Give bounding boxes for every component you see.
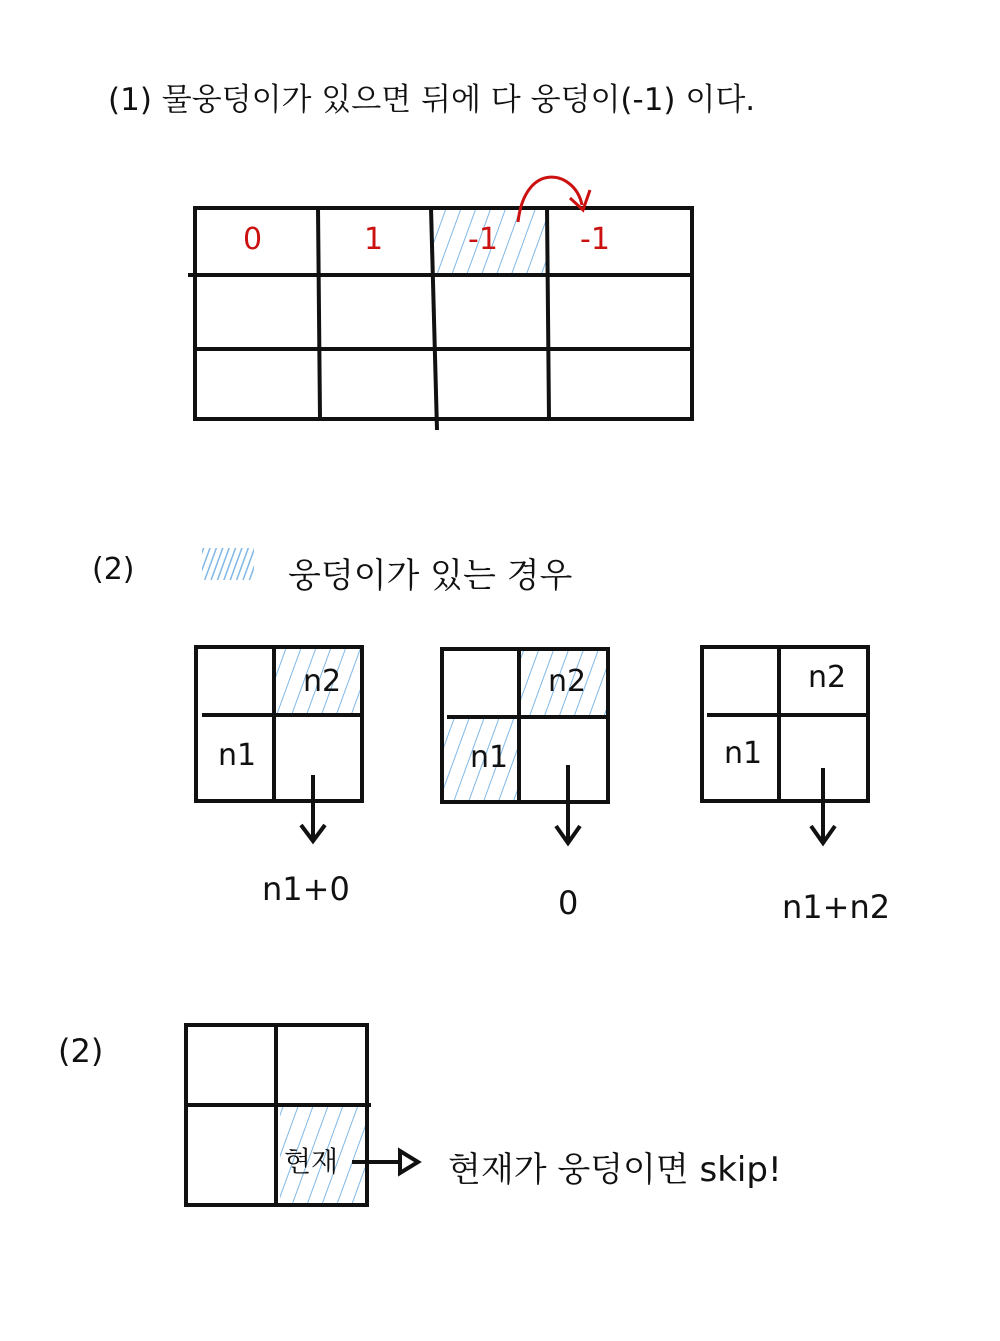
puddle-legend-swatch [202, 548, 254, 580]
current-cell-label: 현재 [284, 1145, 339, 1178]
case3-top-label: n2 [808, 660, 847, 695]
case1-top-label: n2 [303, 664, 342, 699]
skip-note: 현재가 웅덩이면 skip! [448, 1150, 782, 1190]
case2-left-label: n1 [470, 740, 509, 775]
cell-value: 0 [243, 222, 263, 257]
case1-left-label: n1 [218, 738, 257, 773]
case2-top-label: n2 [548, 664, 587, 699]
section2-marker: (2) [92, 552, 135, 587]
cell-value: -1 [580, 222, 610, 257]
case1-result: n1+0 [262, 870, 350, 908]
case3-result: n1+n2 [782, 888, 891, 926]
case2-result: 0 [558, 884, 579, 922]
section1-heading: (1) 물웅덩이가 있으면 뒤에 다 웅덩이(-1) 이다. [108, 82, 756, 118]
legend-text: 웅덩이가 있는 경우 [288, 556, 573, 596]
section3-marker: (2) [58, 1032, 104, 1070]
section1-grid [188, 208, 692, 430]
case3-left-label: n1 [724, 736, 763, 771]
cell-value: 1 [364, 222, 384, 257]
cell-value: -1 [468, 222, 498, 257]
